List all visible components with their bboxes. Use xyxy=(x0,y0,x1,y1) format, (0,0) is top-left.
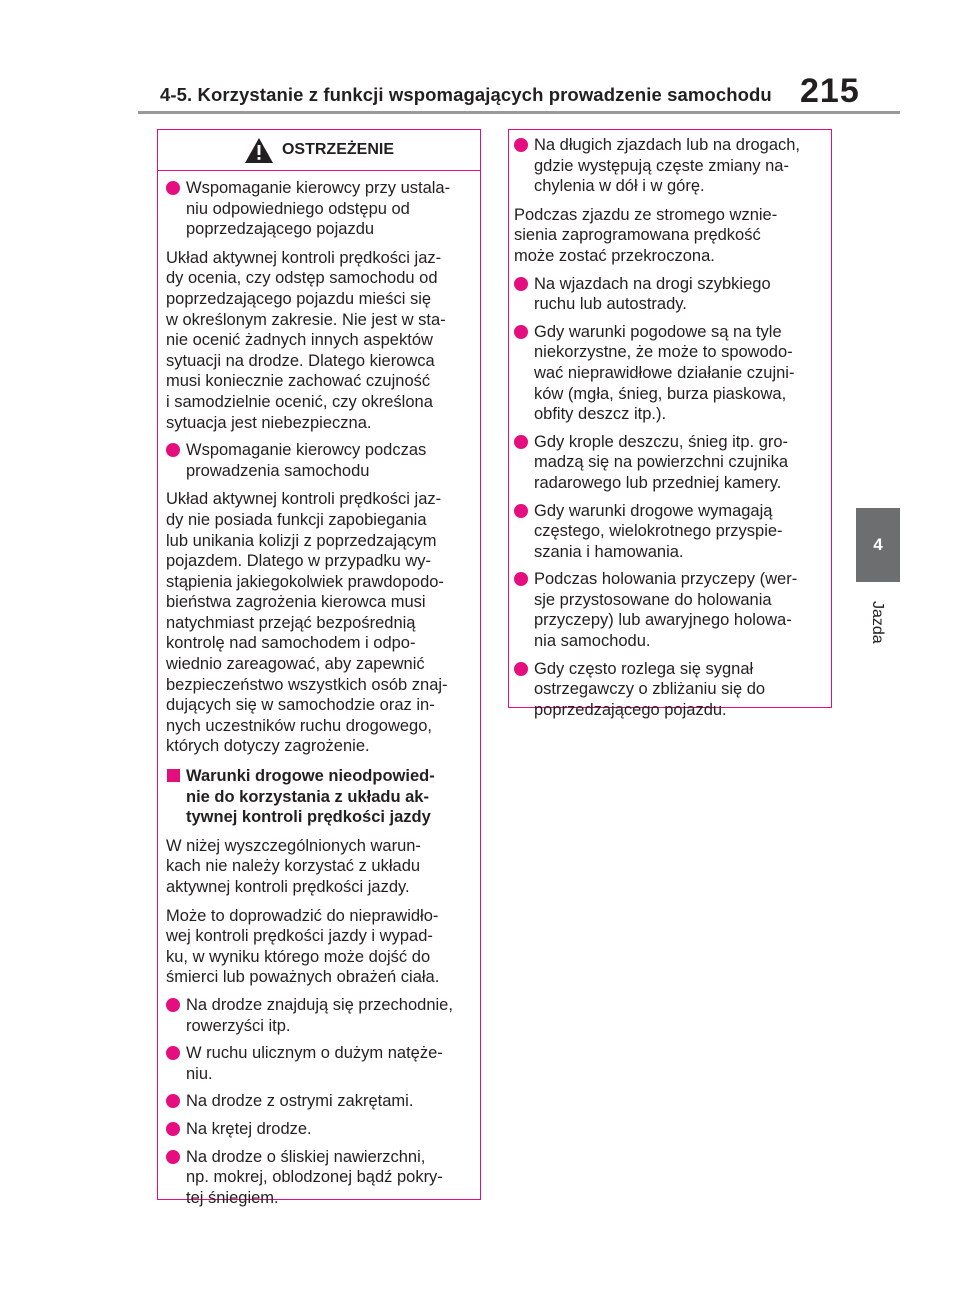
bullet-dot-icon xyxy=(514,572,528,586)
left-column-content xyxy=(166,178,472,1208)
block-text: Na krętej drodze. xyxy=(186,1119,312,1138)
block-text: Może to doprowadzić do nieprawidło- wej kontroli prędkości jazdy i wypad- ku, w wyniku którego może dojść do śmierci lub poważnych obrażeń ciała. xyxy=(166,906,440,987)
paragraph xyxy=(166,906,472,988)
bullet-item xyxy=(166,178,472,240)
bullet-item xyxy=(514,501,825,563)
bullet-dot-icon xyxy=(166,1150,180,1164)
right-column-content xyxy=(514,135,825,720)
header-rule xyxy=(138,111,900,114)
bullet-item xyxy=(166,1043,472,1084)
bullet-dot-icon xyxy=(166,181,180,195)
bullet-item xyxy=(514,432,825,494)
bullet-item xyxy=(166,995,472,1036)
conditions-box xyxy=(508,129,832,719)
block-text: Na drodze znajdują się przechodnie, rowerzyści itp. xyxy=(186,995,453,1035)
bullet-dot-icon xyxy=(514,277,528,291)
chapter-tab: 4 xyxy=(856,508,900,582)
bullet-item xyxy=(514,322,825,425)
bullet-dot-icon xyxy=(514,435,528,449)
bullet-dot-icon xyxy=(514,662,528,676)
bullet-dot-icon xyxy=(514,138,528,152)
page-header-title: 4-5. Korzystanie z funkcji wspomagających prowadzenie samochodu xyxy=(160,84,772,105)
block-text: Wspomaganie kierowcy przy ustala- niu odpowiedniego odstępu od poprzedzającego pojazdu xyxy=(186,179,451,239)
warning-header xyxy=(158,130,480,171)
block-text: W niżej wyszczególnionych warun- kach nie należy korzystać z układu aktywnej kontroli prędkości jazdy. xyxy=(166,836,421,896)
chapter-label: Jazda xyxy=(869,600,886,644)
block-text: Gdy warunki pogodowe są na tyle niekorzystne, że może to spowodo- wać nieprawidłowe działanie czujni- ków (mgła, śnieg, burza piaskowa, obfity deszcz itp.). xyxy=(534,322,795,424)
block-text: Warunki drogowe nieodpowied- nie do korzystania z układu ak- tywnej kontroli prędkości jazdy xyxy=(186,767,435,827)
bullet-item xyxy=(166,1147,472,1209)
block-text: W ruchu ulicznym o dużym natęże- niu. xyxy=(186,1044,443,1083)
warning-box xyxy=(157,129,481,1207)
section-square-icon xyxy=(167,769,180,782)
block-text: Wspomaganie kierowcy podczas prowadzenia samochodu xyxy=(186,441,427,480)
section-heading xyxy=(166,766,472,828)
bullet-item xyxy=(166,1119,472,1140)
bullet-dot-icon xyxy=(166,1122,180,1136)
paragraph xyxy=(166,489,472,757)
block-text: Na wjazdach na drogi szybkiego ruchu lub autostrady. xyxy=(534,274,771,314)
bullet-item xyxy=(514,274,825,315)
block-text: Gdy krople deszczu, śnieg itp. gro- madzą się na powierzchni czujnika radarowego lub przedniej kamery. xyxy=(534,432,789,492)
bullet-dot-icon xyxy=(514,504,528,518)
block-text: Gdy warunki drogowe wymagają częstego, wielokrotnego przyspie- szania i hamowania. xyxy=(534,501,783,561)
block-text: Na drodze o śliskiej nawierzchni, np. mokrej, oblodzonej bądź pokry- tej śniegiem. xyxy=(186,1147,443,1207)
block-text: Układ aktywnej kontroli prędkości jaz- dy nie posiada funkcji zapobiegania lub unikania kolizji z poprzedzającym pojazdem. Dlatego w przypadku wy- stąpienia jakiegokolwiek prawdopodo- bieństwa zagrożenia kierowca musi natychmiast przejąć bezpośrednią kontrolę nad samochodem i odpo- wiednio zareagować, aby zapewnić bezpieczeństwo wszystkich osób znaj- dujących się w samochodzie oraz in- nych uczestników ruchu drogowego, których dotyczy zagrożenie. xyxy=(166,490,448,756)
bullet-dot-icon xyxy=(166,1046,180,1060)
bullet-dot-icon xyxy=(514,325,528,339)
paragraph xyxy=(514,205,825,267)
block-text: Podczas zjazdu ze stromego wznie- sienia zaprogramowana prędkość może zostać przekroczona. xyxy=(514,205,778,265)
bullet-dot-icon xyxy=(166,443,180,457)
block-text: Podczas holowania przyczepy (wer- sje przystosowane do holowania przyczepy) lub awaryjnego holowa- nia samochodu. xyxy=(534,570,798,651)
bullet-item xyxy=(166,440,472,481)
bullet-item xyxy=(514,135,825,197)
block-text: Na długich zjazdach lub na drogach, gdzie występują częste zmiany na- chylenia w dół i w górę. xyxy=(534,136,801,196)
bullet-item xyxy=(514,569,825,651)
block-text: Gdy często rozlega się sygnał ostrzegawczy o zbliżaniu się do poprzedzającego pojazdu. xyxy=(534,659,766,719)
block-text: Na drodze z ostrymi zakrętami. xyxy=(186,1092,414,1111)
paragraph xyxy=(166,836,472,898)
paragraph xyxy=(166,248,472,433)
warning-triangle-icon xyxy=(244,137,274,164)
warning-heading: OSTRZEŻENIE xyxy=(281,141,394,158)
bullet-item xyxy=(166,1091,472,1112)
bullet-dot-icon xyxy=(166,998,180,1012)
page-number: 215 xyxy=(800,72,860,110)
bullet-item xyxy=(514,659,825,721)
block-text: Układ aktywnej kontroli prędkości jaz- dy ocenia, czy odstęp samochodu od poprzedzającego pojazdu mieści się w określonym zakresie. Nie jest w sta- nie ocenić żadnych innych aspektów sytuacji na drodze. Dlatego kierowca musi koniecznie zachować czujność i samodzielnie ocenić, czy określona sytuacja jest niebezpieczna. xyxy=(166,248,446,432)
bullet-dot-icon xyxy=(166,1094,180,1108)
